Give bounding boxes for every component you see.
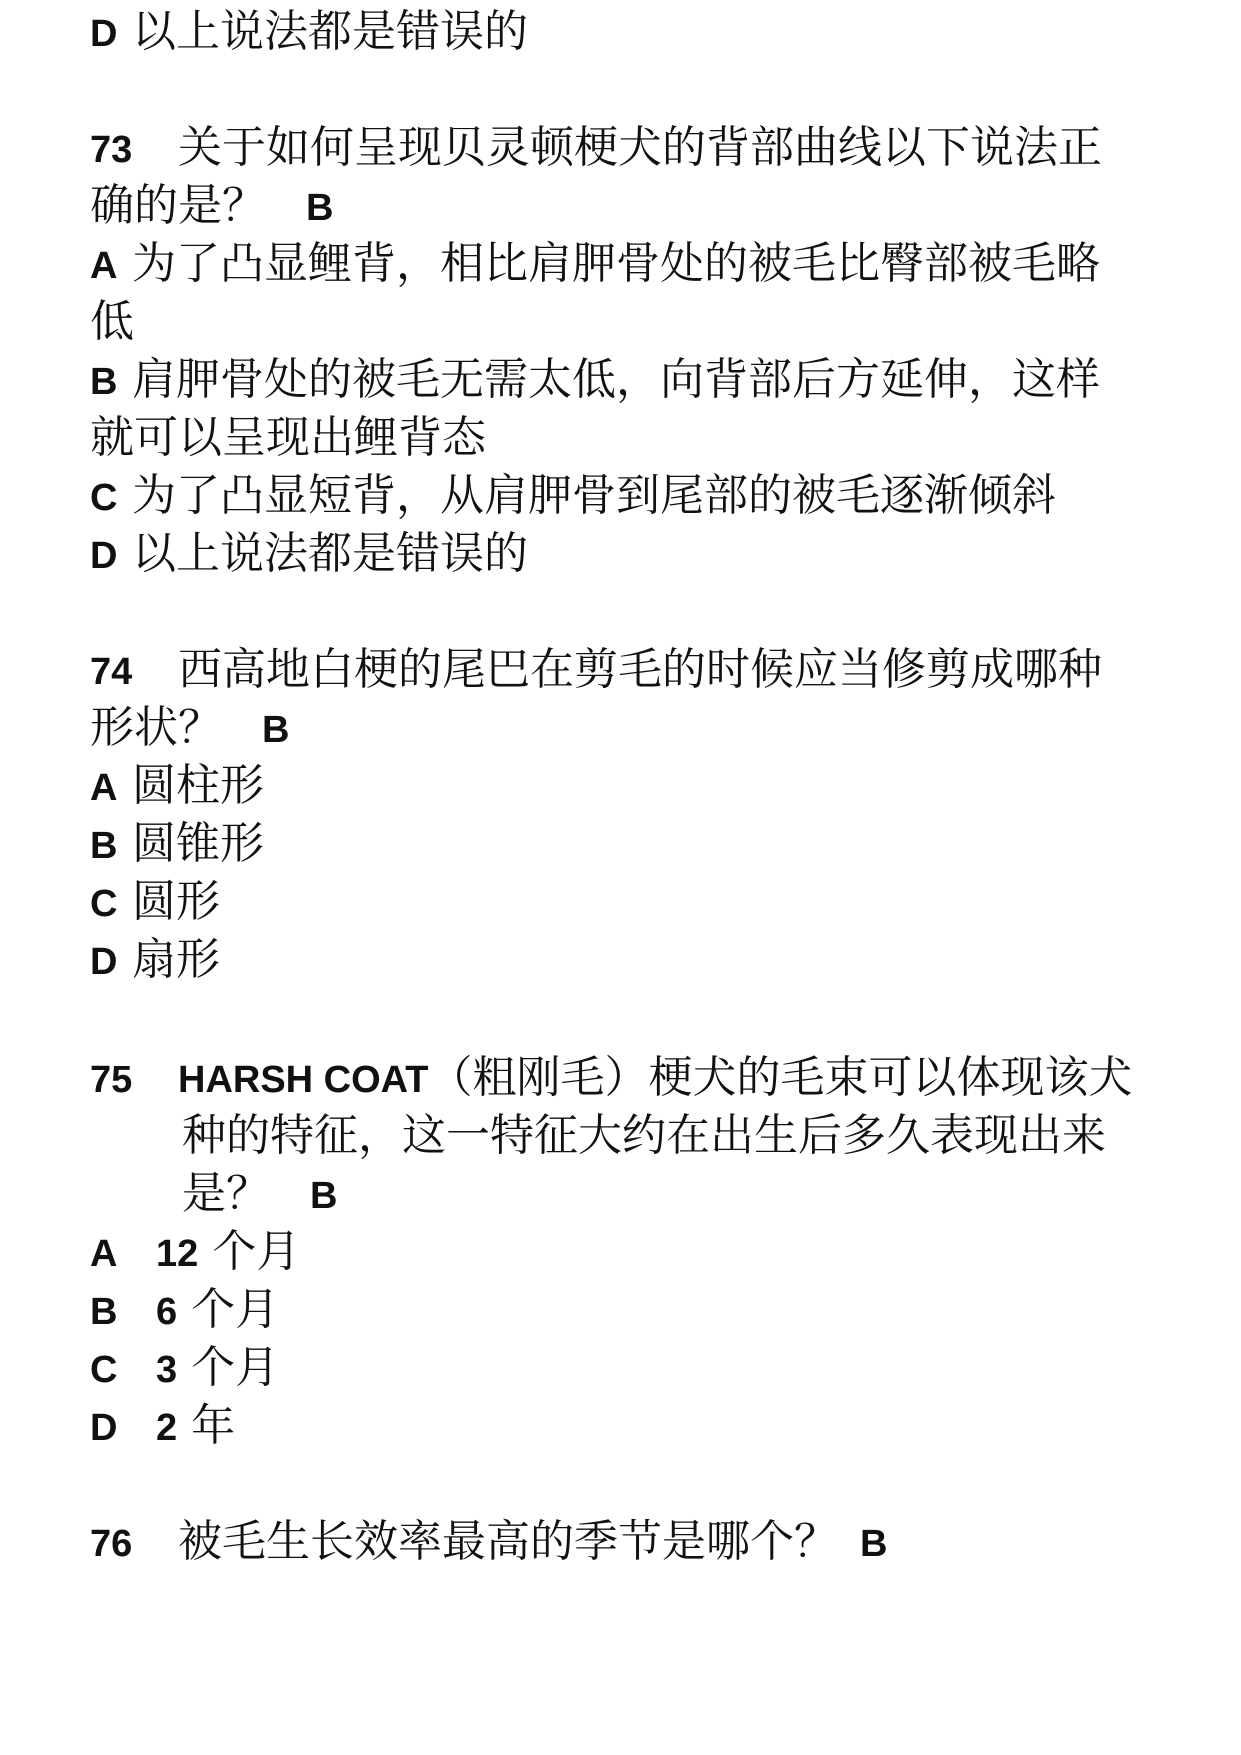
q74-option-c bbox=[90, 870, 220, 934]
option-number: 3 bbox=[156, 1349, 178, 1391]
option-letter: D bbox=[90, 941, 118, 983]
option-letter: C bbox=[90, 883, 118, 925]
q75-option-a bbox=[90, 1220, 300, 1284]
question-text: 是？ bbox=[182, 1168, 270, 1219]
q74-option-a bbox=[90, 754, 264, 818]
question-text: （粗刚毛）梗犬的毛束可以体现该犬 bbox=[428, 1052, 1133, 1103]
option-number: 2 bbox=[156, 1407, 178, 1449]
prev-option-d bbox=[90, 0, 528, 64]
q74-option-d bbox=[90, 928, 220, 992]
option-letter: B bbox=[90, 825, 118, 867]
question-number: 75 bbox=[90, 1059, 133, 1101]
question-number: 76 bbox=[90, 1523, 133, 1565]
question-text: 形状？ bbox=[90, 702, 222, 753]
option-text: 为了凸显短背，从肩胛骨到尾部的被毛逐渐倾斜 bbox=[132, 470, 1056, 521]
option-unit: 个月 bbox=[191, 1342, 280, 1393]
answer-key: B bbox=[860, 1523, 888, 1565]
q73-stem-line2 bbox=[90, 174, 333, 238]
option-text: 圆柱形 bbox=[132, 760, 264, 811]
question-text: 被毛生长效率最高的季节是哪个？ bbox=[178, 1516, 838, 1567]
option-text: 低 bbox=[90, 296, 134, 347]
q75-option-b bbox=[90, 1278, 279, 1342]
option-unit: 个月 bbox=[191, 1284, 280, 1335]
option-text: 以上说法都是错误的 bbox=[132, 6, 528, 57]
answer-key: B bbox=[306, 187, 334, 229]
question-latin-term: HARSH COAT bbox=[178, 1059, 429, 1101]
q73-option-c bbox=[90, 464, 1056, 528]
option-number: 6 bbox=[156, 1291, 178, 1333]
question-number: 74 bbox=[90, 651, 133, 693]
question-number: 73 bbox=[90, 129, 133, 171]
option-text: 圆形 bbox=[132, 876, 220, 927]
option-letter: A bbox=[90, 1233, 118, 1275]
option-text: 为了凸显鲤背，相比肩胛骨处的被毛比臀部被毛略 bbox=[132, 238, 1100, 289]
option-number: 12 bbox=[156, 1233, 199, 1275]
option-letter: C bbox=[90, 477, 118, 519]
option-unit: 个月 bbox=[212, 1226, 301, 1277]
option-text: 肩胛骨处的被毛无需太低，向背部后方延伸，这样 bbox=[132, 354, 1100, 405]
question-text: 西高地白梗的尾巴在剪毛的时候应当修剪成哪种 bbox=[178, 644, 1102, 695]
q74-option-b bbox=[90, 812, 264, 876]
q74-stem-line1 bbox=[90, 638, 1102, 702]
q75-stem-line3 bbox=[182, 1162, 337, 1226]
answer-key: B bbox=[310, 1175, 338, 1217]
q74-stem-line2 bbox=[90, 696, 289, 760]
option-text: 就可以呈现出鲤背态 bbox=[90, 412, 486, 463]
q73-stem-line1 bbox=[90, 116, 1102, 180]
q75-stem-line2 bbox=[182, 1104, 1106, 1168]
q75-option-d bbox=[90, 1394, 235, 1458]
option-letter: B bbox=[90, 361, 118, 403]
q73-option-a bbox=[90, 232, 1100, 296]
option-letter: A bbox=[90, 767, 118, 809]
option-unit: 年 bbox=[191, 1400, 236, 1451]
option-text: 扇形 bbox=[132, 934, 220, 985]
answer-key: B bbox=[262, 709, 290, 751]
q75-option-c bbox=[90, 1336, 279, 1400]
option-letter: D bbox=[90, 535, 118, 577]
option-letter: D bbox=[90, 13, 118, 55]
option-letter: C bbox=[90, 1349, 118, 1391]
question-text: 确的是？ bbox=[90, 180, 266, 231]
q73-option-b bbox=[90, 348, 1100, 412]
option-text: 以上说法都是错误的 bbox=[132, 528, 528, 579]
q73-option-b-cont bbox=[90, 406, 486, 470]
option-letter: D bbox=[90, 1407, 118, 1449]
question-text: 关于如何呈现贝灵顿梗犬的背部曲线以下说法正 bbox=[178, 122, 1102, 173]
q73-option-a-cont bbox=[90, 290, 134, 354]
option-letter: A bbox=[90, 245, 118, 287]
option-letter: B bbox=[90, 1291, 118, 1333]
option-text: 圆锥形 bbox=[132, 818, 264, 869]
q76-stem-line1 bbox=[90, 1510, 887, 1574]
q73-option-d bbox=[90, 522, 528, 586]
question-text: 种的特征，这一特征大约在出生后多久表现出来 bbox=[182, 1110, 1106, 1161]
q75-stem-line1 bbox=[90, 1046, 1133, 1110]
